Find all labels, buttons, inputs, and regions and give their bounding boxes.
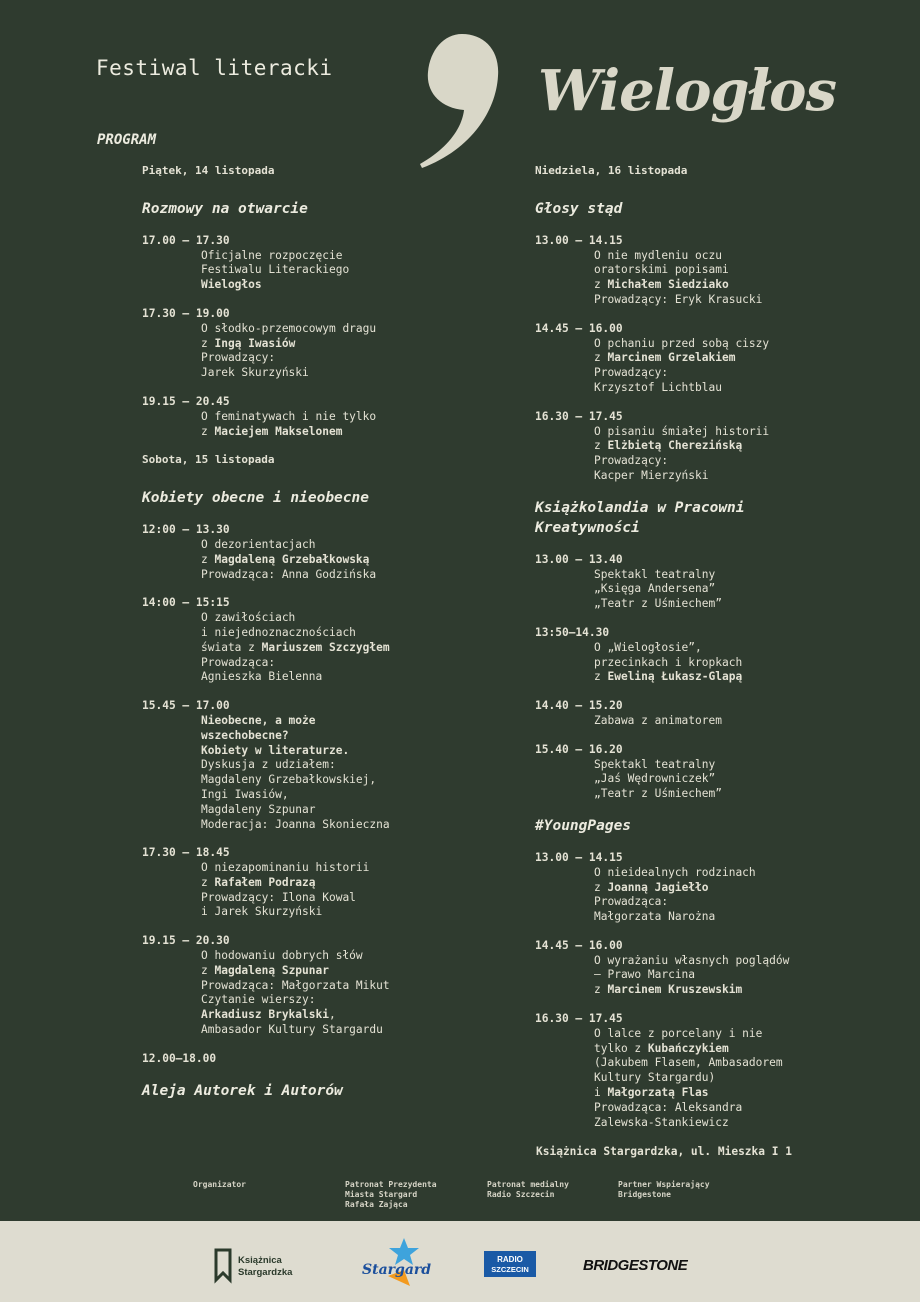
event-line: Agnieszka Bielenna	[201, 670, 323, 684]
comma-mark-icon	[418, 32, 502, 172]
event-line	[594, 278, 865, 293]
svg-text:Książnica: Książnica	[238, 1255, 282, 1266]
event-line-prefix: świata z	[201, 640, 262, 654]
event-line: Prowadząca: Aleksandra	[594, 1100, 743, 1114]
event-line-prefix: z	[594, 351, 608, 365]
event-time: 14.45 – 16.00	[535, 321, 623, 335]
event	[535, 851, 865, 925]
event-line: Prowadząca:	[594, 895, 669, 909]
event-time: 19.15 – 20.30	[142, 934, 230, 948]
event-line: i niejednoznacznościach	[201, 625, 356, 639]
event-line: O feminatywach i nie tylko	[201, 409, 377, 423]
event-time: 16.30 – 17.45	[535, 1012, 623, 1026]
guest-name: Maciejem Makselonem	[214, 424, 343, 438]
event	[142, 934, 502, 1038]
event-time: 17.00 – 17.30	[142, 233, 230, 247]
program-heading: PROGRAM	[97, 132, 157, 148]
event	[142, 596, 502, 685]
event-line	[594, 670, 865, 685]
event-line: – Prawo Marcina	[594, 968, 696, 982]
ksiaznica-logo	[214, 1248, 304, 1288]
event-time: 17.30 – 19.00	[142, 306, 230, 320]
event-line	[201, 1008, 502, 1023]
radio-szczecin-logo	[484, 1251, 536, 1281]
event-line-prefix: z	[594, 278, 608, 292]
event-line: Moderacja: Joanna Skonieczna	[201, 817, 390, 831]
guest-name: Michałem Siedziako	[607, 278, 729, 292]
event-line	[201, 337, 502, 352]
event-line: O pchaniu przed sobą ciszy	[594, 336, 770, 350]
svg-text:BRIDGESTONE: BRIDGESTONE	[583, 1257, 688, 1274]
event-time: 19.15 – 20.45	[142, 394, 230, 408]
event-line: O „Wielogłosie”,	[594, 640, 702, 654]
event-line-prefix: z	[201, 552, 215, 566]
event-line: Spektakl teatralny	[594, 567, 716, 581]
guest-name: Kubańczykiem	[647, 1041, 729, 1055]
event-line: Krzysztof Lichtblau	[594, 380, 722, 394]
event-line	[594, 1042, 865, 1057]
event-line: Oficjalne rozpoczęcie	[201, 248, 343, 262]
credit-line: Radio Szczecin	[487, 1190, 555, 1199]
event-line: Nieobecne, a może	[201, 713, 316, 727]
event-line	[201, 553, 502, 568]
credit-line: Miasta Stargard	[345, 1190, 418, 1199]
event	[535, 699, 865, 729]
guest-name: Marcinem Grzelakiem	[607, 351, 736, 365]
credit-line: Organizator	[193, 1180, 246, 1189]
event	[142, 234, 502, 293]
event	[142, 846, 502, 920]
day-heading: Piątek, 14 listopada	[142, 164, 275, 177]
section-title: #YoungPages	[535, 817, 632, 834]
event-line	[201, 964, 502, 979]
event	[535, 626, 865, 685]
guest-name: Mariuszem Szczygłem	[261, 640, 390, 654]
event-line	[594, 983, 865, 998]
event-line: O dezorientacjach	[201, 537, 316, 551]
sponsor-footer	[0, 1221, 920, 1302]
event	[142, 699, 502, 832]
event	[535, 410, 865, 484]
event-line: O słodko-przemocowym dragu	[201, 321, 377, 335]
event-line-prefix: z	[594, 670, 608, 684]
wieloglos-logo	[536, 54, 837, 124]
event	[535, 234, 865, 308]
svg-text:Stargardzka: Stargardzka	[238, 1267, 293, 1278]
event-line-prefix: tylko z	[594, 1041, 648, 1055]
event-line: i Jarek Skurzyński	[201, 905, 323, 919]
event-line-prefix: z	[594, 439, 608, 453]
credit-line: Rafała Zająca	[345, 1200, 408, 1209]
event-line: Prowadząca: Anna Godzińska	[201, 567, 377, 581]
event-line: Festiwalu Literackiego	[201, 263, 350, 277]
event-line: O wyrażaniu własnych poglądów	[594, 953, 790, 967]
svg-text:Wielogłos: Wielogłos	[538, 58, 837, 124]
section-title: Głosy stąd	[535, 200, 623, 217]
guest-name: Joanną Jagiełło	[607, 880, 709, 894]
credit-patronage	[345, 1180, 437, 1210]
left-column	[142, 164, 502, 1116]
event-line: Prowadząca:	[201, 655, 276, 669]
event	[535, 1012, 865, 1130]
event	[142, 395, 502, 439]
event-line: Jarek Skurzyński	[201, 366, 309, 380]
event-line: Czytanie wierszy:	[201, 993, 316, 1007]
event-line-prefix: i	[594, 1086, 608, 1100]
event-line-prefix: z	[594, 880, 608, 894]
event-line	[201, 876, 502, 891]
festival-label: Festiwal literacki	[96, 56, 333, 80]
event-line: Prowadzący: Ilona Kowal	[201, 890, 356, 904]
event-line: Małgorzata Narożna	[594, 910, 716, 924]
event-line: „Księga Andersena”	[594, 582, 716, 596]
event-line: oratorskimi popisami	[594, 263, 729, 277]
event-line: Prowadzący:	[201, 351, 276, 365]
guest-name: Magdaleną Grzebałkowską	[214, 552, 370, 566]
event-line	[594, 351, 865, 366]
guest-name: Elżbietą Cherezińską	[607, 439, 743, 453]
event-time: 15.40 – 16.20	[535, 742, 623, 756]
guest-name: Małgorzatą Flas	[607, 1086, 709, 1100]
svg-text:Stargard: Stargard	[362, 1262, 432, 1278]
event-time: 15.45 – 17.00	[142, 699, 230, 713]
svg-text:RADIO: RADIO	[497, 1255, 523, 1264]
right-column	[535, 164, 865, 1144]
event-line: Kobiety w literaturze.	[201, 743, 350, 757]
event-line: O lalce z porcelany i nie	[594, 1026, 763, 1040]
event-line	[201, 425, 502, 440]
event-line: Dyskusja z udziałem:	[201, 758, 336, 772]
event-line: Magdaleny Grzebałkowskiej,	[201, 773, 377, 787]
event-time: 12:00 – 13.30	[142, 523, 230, 537]
credit-organizer	[193, 1180, 246, 1190]
guest-name: Eweliną Łukasz-Glapą	[607, 670, 743, 684]
credit-line: Patronat medialny	[487, 1180, 569, 1189]
event-time: 13.00 – 13.40	[535, 552, 623, 566]
guest-name: Rafałem Podrazą	[214, 875, 316, 889]
event-line: O pisaniu śmiałej historii	[594, 424, 770, 438]
event-line: Prowadzący:	[594, 454, 669, 468]
guest-name: Magdaleną Szpunar	[214, 963, 329, 977]
guest-name: Arkadiusz Brykalski	[201, 1008, 329, 1022]
section-title: Książkolandia w Pracowni Kreatywności	[535, 499, 745, 536]
svg-text:SZCZECIN: SZCZECIN	[491, 1265, 529, 1274]
event-line: wszechobecne?	[201, 728, 289, 742]
event-line	[594, 1086, 865, 1101]
event	[535, 553, 865, 612]
day-heading: Niedziela, 16 listopada	[535, 164, 688, 177]
event-line: Wielogłos	[201, 278, 262, 292]
section-title: Rozmowy na otwarcie	[142, 200, 308, 217]
event-line-suffix: ,	[328, 1008, 336, 1022]
event-line: O nieidealnych rodzinach	[594, 865, 756, 879]
bookmark-icon	[214, 1248, 304, 1284]
event	[142, 307, 502, 381]
event-line: Spektakl teatralny	[594, 757, 716, 771]
event-line-prefix: z	[201, 963, 215, 977]
event-time: 14.40 – 15.20	[535, 699, 623, 713]
credit-partner	[618, 1180, 710, 1200]
day-heading: Sobota, 15 listopada	[142, 453, 275, 467]
event	[535, 939, 865, 998]
event-line	[594, 881, 865, 896]
section-title: Aleja Autorek i Autorów	[142, 1082, 343, 1099]
event-line: Zalewska-Stankiewicz	[594, 1115, 729, 1129]
event-time: 13.00 – 14.15	[535, 233, 623, 247]
event-line: przecinkach i kropkach	[594, 655, 743, 669]
stargard-logo	[358, 1236, 432, 1300]
event-line: (Jakubem Flasem, Ambasadorem	[594, 1056, 783, 1070]
event-line: „Teatr z Uśmiechem”	[594, 597, 722, 611]
event-line: Prowadząca: Małgorzata Mikut	[201, 978, 390, 992]
credit-line: Patronat Prezydenta	[345, 1180, 437, 1189]
event-line: Ambasador Kultury Stargardu	[201, 1023, 383, 1037]
event	[535, 322, 865, 396]
credit-media-patron	[487, 1180, 569, 1200]
event-line: O nie mydleniu oczu	[594, 248, 722, 262]
guest-name: Marcinem Kruszewskim	[607, 983, 743, 997]
event-line	[201, 641, 502, 656]
event-time: 16.30 – 17.45	[535, 409, 623, 423]
event-line: Ingi Iwasiów,	[201, 787, 289, 801]
event	[142, 1052, 502, 1067]
event-line: Kultury Stargardu)	[594, 1071, 716, 1085]
event-time: 14:00 – 15:15	[142, 596, 230, 610]
bridgestone-logo	[583, 1253, 707, 1279]
event-time: 14.45 – 16.00	[535, 938, 623, 952]
event-line: „Jaś Wędrowniczek”	[594, 772, 716, 786]
event-time: 13:50–14.30	[535, 625, 610, 639]
event-line: O niezapominaniu historii	[201, 861, 370, 875]
event	[535, 743, 865, 802]
event	[142, 523, 502, 582]
venue-address: Książnica Stargardzka, ul. Mieszka I 1	[536, 1145, 792, 1158]
event-time: 12.00–18.00	[142, 1051, 217, 1065]
event-line	[594, 439, 865, 454]
event-line: Prowadzący: Eryk Krasucki	[594, 292, 763, 306]
section-title: Kobiety obecne i nieobecne	[142, 490, 369, 507]
event-line: O hodowaniu dobrych słów	[201, 949, 363, 963]
event-line: Zabawa z animatorem	[594, 713, 722, 727]
event-line: O zawiłościach	[201, 611, 296, 625]
star-icon	[389, 1238, 419, 1265]
event-line-prefix: z	[201, 424, 215, 438]
event-line: Kacper Mierzyński	[594, 468, 709, 482]
credit-line: Bridgestone	[618, 1190, 671, 1199]
event-line: „Teatr z Uśmiechem”	[594, 787, 722, 801]
event-line: Prowadzący:	[594, 366, 669, 380]
event-line-prefix: z	[201, 875, 215, 889]
event-time: 13.00 – 14.15	[535, 850, 623, 864]
event-line-prefix: z	[201, 336, 215, 350]
guest-name: Ingą Iwasiów	[214, 336, 296, 350]
event-line: Magdaleny Szpunar	[201, 802, 316, 816]
event-line-prefix: z	[594, 983, 608, 997]
credit-line: Partner Wspierający	[618, 1180, 710, 1189]
event-time: 17.30 – 18.45	[142, 846, 230, 860]
